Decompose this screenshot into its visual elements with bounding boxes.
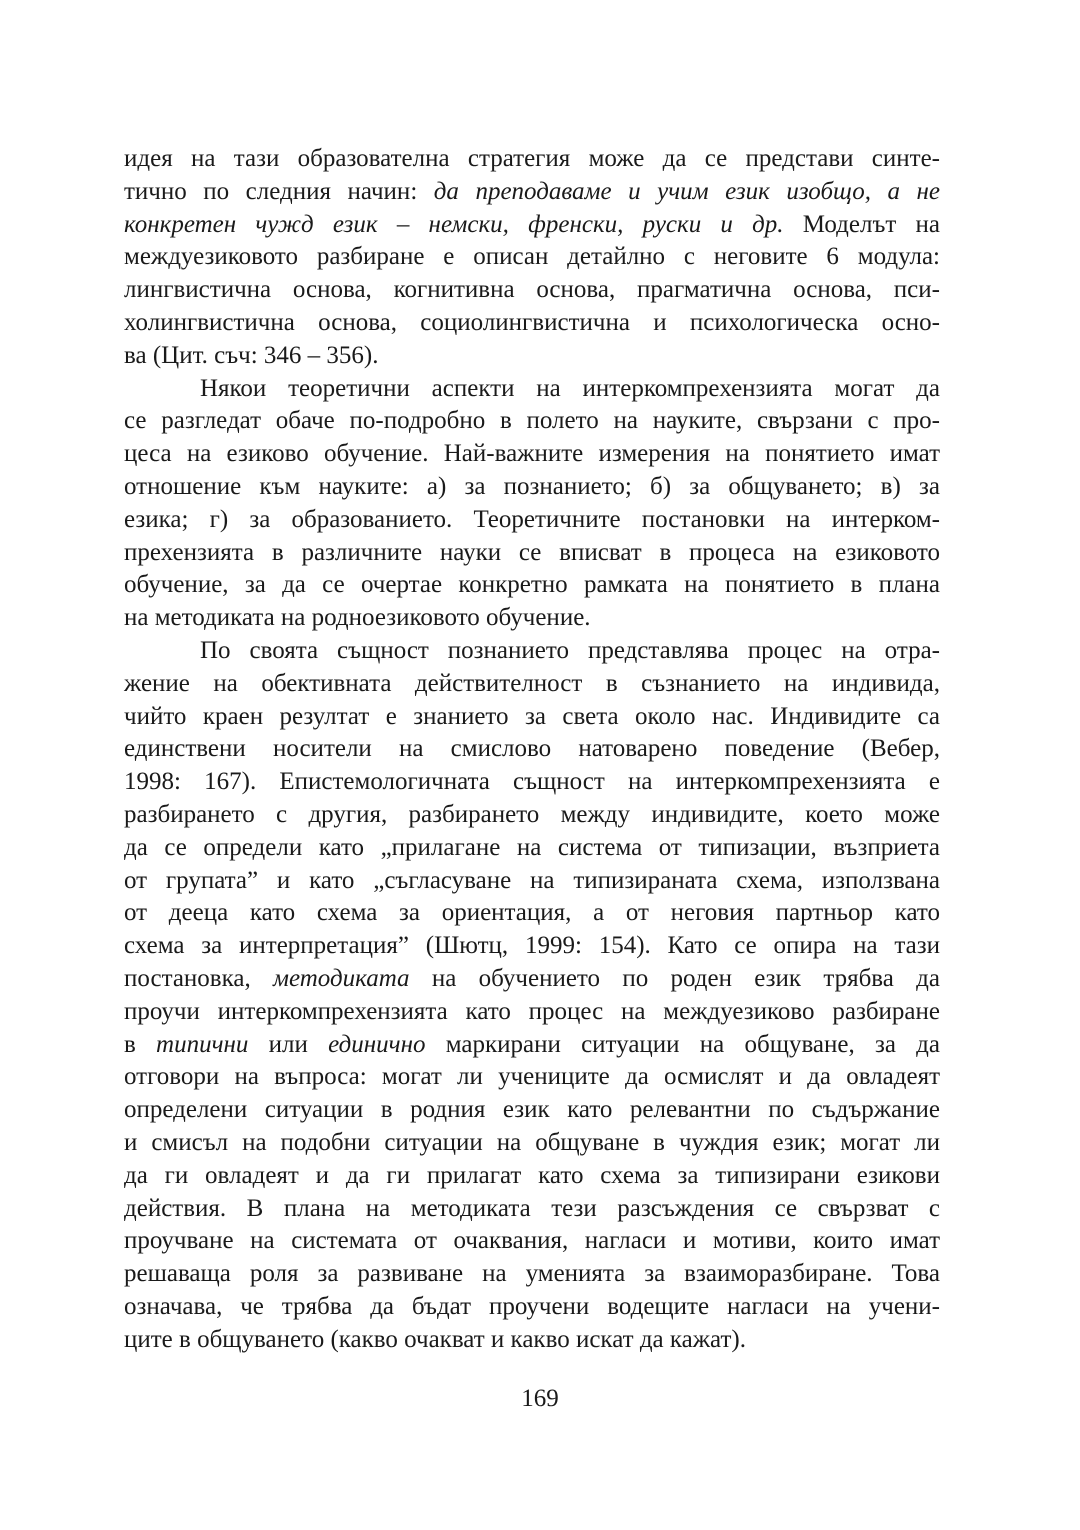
text-segment: на методиката на родноезиковото обучение. [124, 604, 591, 632]
text-line [124, 668, 940, 701]
text-segment: схема за интерпретация” (Шютц, 1999: 154). Като се опира на тази [124, 932, 940, 960]
paragraph [124, 373, 940, 635]
text-line [124, 1258, 940, 1291]
text-segment: отговори на въпроса: могат ли учениците да осмислят и да овладеят [124, 1063, 940, 1091]
text-line [124, 897, 940, 930]
text-line [124, 635, 940, 668]
text-segment: холингвистична основа, социолингвистична и психологическа осно- [124, 308, 940, 336]
text-segment: проучи интеркомпрехензията като процес на междуезиково разбиране [124, 997, 940, 1025]
text-segment: жение на обективната действителност в съзнанието на индивида, [124, 669, 940, 697]
text-line [124, 701, 940, 734]
paragraph [124, 635, 940, 1357]
text-line [124, 996, 940, 1029]
text-segment: Някои теоретични аспекти на интеркомпрехензията могат да [200, 374, 940, 402]
text-segment: означава, че трябва да бъдат проучени водещите нагласи на учени- [124, 1292, 940, 1320]
text-segment: 1998: 167). Епистемологичната същност на интеркомпрехензията е [124, 768, 940, 796]
italic-text: типични [156, 1030, 249, 1058]
text-segment: или [248, 1030, 329, 1058]
text-segment: отношение към науките: а) за познанието; б) за общуването; в) за [124, 472, 940, 500]
text-segment: тично по следния начин: [124, 177, 434, 205]
text-segment: действия. В плана на методиката тези разсъждения се свързват с [124, 1194, 940, 1222]
text-segment: Моделът на [783, 210, 940, 238]
text-segment: проучване на системата от очаквания, нагласи и мотиви, които имат [124, 1227, 940, 1255]
text-line [124, 602, 940, 635]
text-line [124, 963, 940, 996]
italic-text: конкретен чужд език – немски, френски, руски и др. [124, 210, 784, 238]
text-segment: от групата” и като „съгласуване на типизираната схема, използвана [124, 866, 940, 894]
text-line [124, 799, 940, 832]
text-segment: в [124, 1030, 157, 1058]
text-line [124, 373, 940, 406]
text-segment: обучение, за да се очертае конкретно рамката на понятието в плана [124, 571, 940, 599]
text-segment: на обучението по роден език трябва да [409, 964, 940, 992]
text-line [124, 569, 940, 602]
text-segment: единствени носители на смислово натоварено поведение (Вебер, [124, 735, 940, 763]
page-number: 169 [521, 1385, 559, 1412]
text-line [124, 537, 940, 570]
text-line [124, 1061, 940, 1094]
text-segment: лингвистична основа, когнитивна основа, прагматична основа, пси- [124, 276, 940, 304]
text-segment: от дееца като схема за ориентация, а от неговия партньор като [124, 899, 940, 927]
text-line [124, 143, 940, 176]
text-segment: се разгледат обаче по-подробно в полето на науките, свързани с про- [124, 407, 940, 435]
text-line [124, 471, 940, 504]
text-line [124, 733, 940, 766]
italic-text: методиката [273, 964, 410, 992]
text-segment: да се определи като „прилагане на система от типизации, възприета [124, 833, 940, 861]
text-segment: маркирани ситуации на общуване, за да [425, 1030, 941, 1058]
text-line [124, 405, 940, 438]
text-line [124, 1324, 940, 1357]
text-line [124, 1029, 940, 1062]
text-segment: и смисъл на подобни ситуации на общуване в чуждия език; могат ли [124, 1128, 940, 1156]
text-line [124, 1225, 940, 1258]
text-segment: цеса на езиково обучение. Най-важните измерения на понятието имат [124, 440, 940, 468]
text-line [124, 1160, 940, 1193]
text-line [124, 307, 940, 340]
text-line [124, 1291, 940, 1324]
text-segment: решаваща роля за развиване на уменията за взаиморазбиране. Това [124, 1260, 940, 1288]
text-line [124, 1094, 940, 1127]
text-segment: определени ситуации в родния език като релевантни по съдържание [124, 1096, 940, 1124]
text-line [124, 1193, 940, 1226]
text-segment: По своята същност познанието представлява процес на отра- [200, 636, 940, 664]
text-segment: постановка, [124, 964, 274, 992]
text-line [124, 438, 940, 471]
text-line [124, 340, 940, 373]
text-segment: да ги овладеят и да ги прилагат като схема за типизирани езикови [124, 1161, 940, 1189]
text-line [124, 865, 940, 898]
text-segment: чийто краен резултат е знанието за света около нас. Индивидите са [124, 702, 940, 730]
text-line [124, 832, 940, 865]
page-body [124, 143, 940, 1356]
text-segment: езика; г) за образованието. Теоретичните постановки на интерком- [124, 505, 940, 533]
text-line [124, 209, 940, 242]
text-segment: ва (Цит. съч: 346 – 356). [124, 341, 379, 369]
text-segment: ците в общуването (какво очакват и какво искат да кажат). [124, 1325, 746, 1353]
text-line [124, 176, 940, 209]
text-segment: прехензията в различните науки се вписват в процеса на езиковото [124, 538, 940, 566]
text-line [124, 766, 940, 799]
italic-text: единично [328, 1030, 426, 1058]
paragraph [124, 143, 940, 373]
italic-text: да преподаваме и учим език изобщо, а не [433, 177, 940, 205]
text-line [124, 274, 940, 307]
text-line [124, 241, 940, 274]
text-segment: междуезиковото разбиране е описан детайлно с неговите 6 модула: [124, 243, 940, 271]
text-line [124, 504, 940, 537]
text-line [124, 1127, 940, 1160]
text-segment: разбирането с другия, разбирането между индивидите, което може [124, 800, 940, 828]
text-line [124, 930, 940, 963]
text-segment: идея на тази образователна стратегия може да се представи синте- [124, 145, 940, 172]
